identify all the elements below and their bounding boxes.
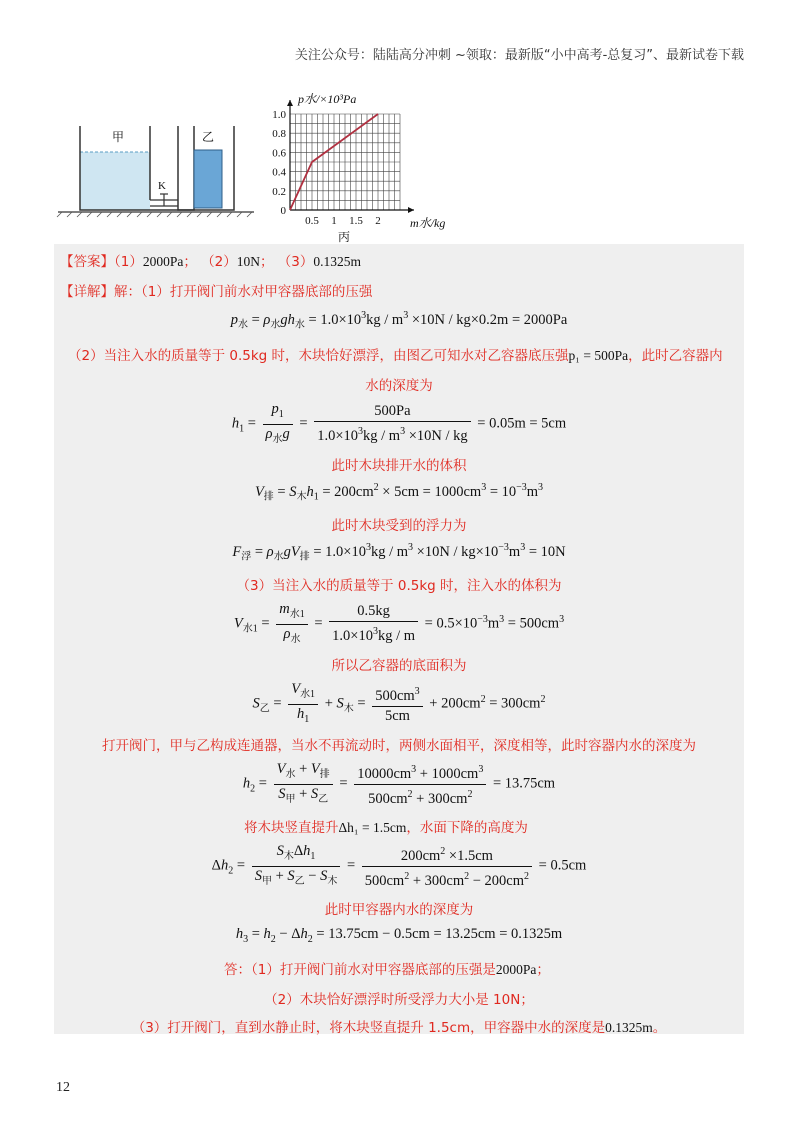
- x-axis-arrow: [408, 207, 414, 213]
- x-tick-label: 1.5: [349, 215, 363, 227]
- x-tick-label: 0.5: [305, 215, 319, 227]
- equation-pressure: $p_水 = \rho_水gh_水 = 1.0\times 10^3kg / m^3 \times 10N / kg\times 0.2m = 2000Pa$: [230, 310, 568, 331]
- x-tick-label: 2: [375, 215, 381, 227]
- conclusion-1-value: 2000Pa: [495, 962, 537, 977]
- answer-section: [54, 244, 744, 1034]
- area-title: 所以乙容器的底面积为: [331, 658, 467, 674]
- answer-sep2: ；: [259, 254, 274, 270]
- lift-text: 将木块竖直提升: [244, 820, 339, 836]
- x-tick-label: 1: [331, 215, 337, 227]
- conclusion-1-end: ；: [536, 962, 550, 978]
- equation-buoyancy: $F_浮 = \rho_水gV_排 = 1.0\times 10^3kg / m^3 \times 10N / kg\times 10^{-3}m^3 = 10N$: [232, 542, 566, 563]
- answer-part3-value: 0.1325m: [313, 254, 362, 269]
- detail-intro-line: [60, 280, 372, 300]
- equation-volume: $V_排 = S_木h_1 = 200cm^2 \times 5cm = 1000cm^3 = 10^{-3}m^3$: [254, 482, 544, 503]
- equation-water-volume: $V_{水1}$ = $\frac{m_{水1}}{\rho_水}$ = $\frac{0.5kg}{1.0\times 10^3kg / m}$ = $0.5\times 10^{-3}m^3 = 500cm^3$: [233, 601, 565, 645]
- conclusion-3-end: 。: [652, 1020, 667, 1036]
- part3-title: （3）当注入水的质量等于 0.5kg 时，注入水的体积为: [236, 578, 562, 594]
- conclusion-1-text: 答：（1）打开阀门前水对甲容器底部的压强是: [224, 962, 496, 978]
- part2-depth-title: 水的深度为: [365, 378, 433, 394]
- equation-area: $S_乙$ = $\frac{V_{水1}}{h_1}$ + $S_木$ = $\frac{500cm^3}{5cm}$ + $200cm^2 = 300cm^2$: [252, 681, 546, 725]
- figure-area: [54, 88, 474, 248]
- valve-title: 打开阀门，甲与乙构成连通器，当水不再流动时，两侧水面相平，深度相等，此时容器内水的深度为: [102, 738, 696, 754]
- equation-depth: $h_1$ = $\frac{p_1}{\rho_水g}$ = $\frac{500Pa}{1.0\times 10^3kg / m^3 \times 10N / kg}$ = 0.05m = 5cm: [231, 401, 567, 445]
- conclusion-line-1: [224, 958, 550, 978]
- answer-part2-num: （2）: [201, 254, 237, 270]
- y-tick-label: 0.4: [272, 166, 286, 179]
- y-tick-label: 0.6: [272, 147, 286, 160]
- page-number: 12: [56, 1080, 70, 1095]
- conclusion-3-text: （3）打开阀门，直到水静止时，将木块竖直提升 1.5cm，甲容器中水的深度是: [131, 1020, 606, 1036]
- equation-level-drop: $\Delta h_2$ = $\frac{S_木\Delta h_1}{S_甲 + S_乙 - S_木}$ = $\frac{200cm^2 \times 1.5cm}{500cm^2 + 300cm^2 - 200cm^2}$ = 0.5cm: [211, 843, 587, 889]
- equation-final-depth: $h_3 = h_2 - \Delta h_2 = 13.75cm - 0.5cm = 13.25cm = 0.1325m$: [235, 926, 563, 945]
- answer-sep1: ；: [183, 254, 197, 270]
- y-tick-label: 0.8: [272, 128, 286, 141]
- y-tick-label: 0.2: [272, 185, 286, 198]
- chart-x-axis-label: m水/kg: [410, 216, 446, 230]
- answer-part1-value: 2000Pa: [142, 254, 184, 269]
- y-tick-label: 1.0: [272, 109, 286, 121]
- volume-title: 此时木块排开水的体积: [331, 458, 467, 474]
- part2-line: [68, 344, 723, 364]
- lift-text-b: ，水面下降的高度为: [406, 820, 528, 836]
- y-tick-label: 0: [280, 205, 286, 217]
- lift-line: [244, 816, 528, 836]
- label-k: K: [158, 180, 166, 192]
- depth-title: 此时甲容器内水的深度为: [324, 902, 474, 918]
- part2-text-b: ，此时乙容器内: [628, 348, 723, 364]
- chart-y-axis-label: p水/×10³Pa: [298, 92, 357, 106]
- chart-caption: 丙: [338, 230, 351, 244]
- part2-text: （2）当注入水的质量等于 0.5kg 时，木块恰好漂浮，由图乙可知水对乙容器底压强: [68, 348, 569, 364]
- y-axis-arrow: [287, 100, 293, 106]
- label-jia: 甲: [112, 130, 125, 144]
- answer-part2-value: 10N: [236, 254, 260, 269]
- answer-line: [60, 250, 361, 270]
- page-header: 关注公众号：陆陆高分冲刺 ~领取：最新版“小中高考-总复习”、最新试卷下载: [294, 48, 744, 63]
- conclusion-line-2: （2）木块恰好漂浮时所受浮力大小是 10N；: [264, 992, 534, 1008]
- equation-connected-depth: $h_2$ = $\frac{V_水 + V_排}{S_甲 + S_乙}$ = $\frac{10000cm^3 + 1000cm^3}{500cm^2 + 300cm^2}$ = 13.75cm: [242, 761, 556, 807]
- detail-intro: 解：（1）打开阀门前水对甲容器底部的压强: [114, 284, 373, 300]
- answer-part3-num: （3）: [277, 254, 314, 270]
- buoyancy-title: 此时木块受到的浮力为: [331, 518, 467, 534]
- label-yi: 乙: [202, 130, 215, 144]
- answer-label: 【答案】: [60, 254, 114, 270]
- conclusion-line-3: [54, 1016, 744, 1036]
- conclusion-3-value: 0.1325m: [605, 1020, 653, 1035]
- part2-inline-pressure: p₁ = 500Pa: [568, 348, 629, 363]
- detail-label: 【详解】: [60, 284, 114, 300]
- lift-inline-value: Δh₁ = 1.5cm: [338, 820, 407, 835]
- answer-part1-num: （1）: [114, 254, 143, 270]
